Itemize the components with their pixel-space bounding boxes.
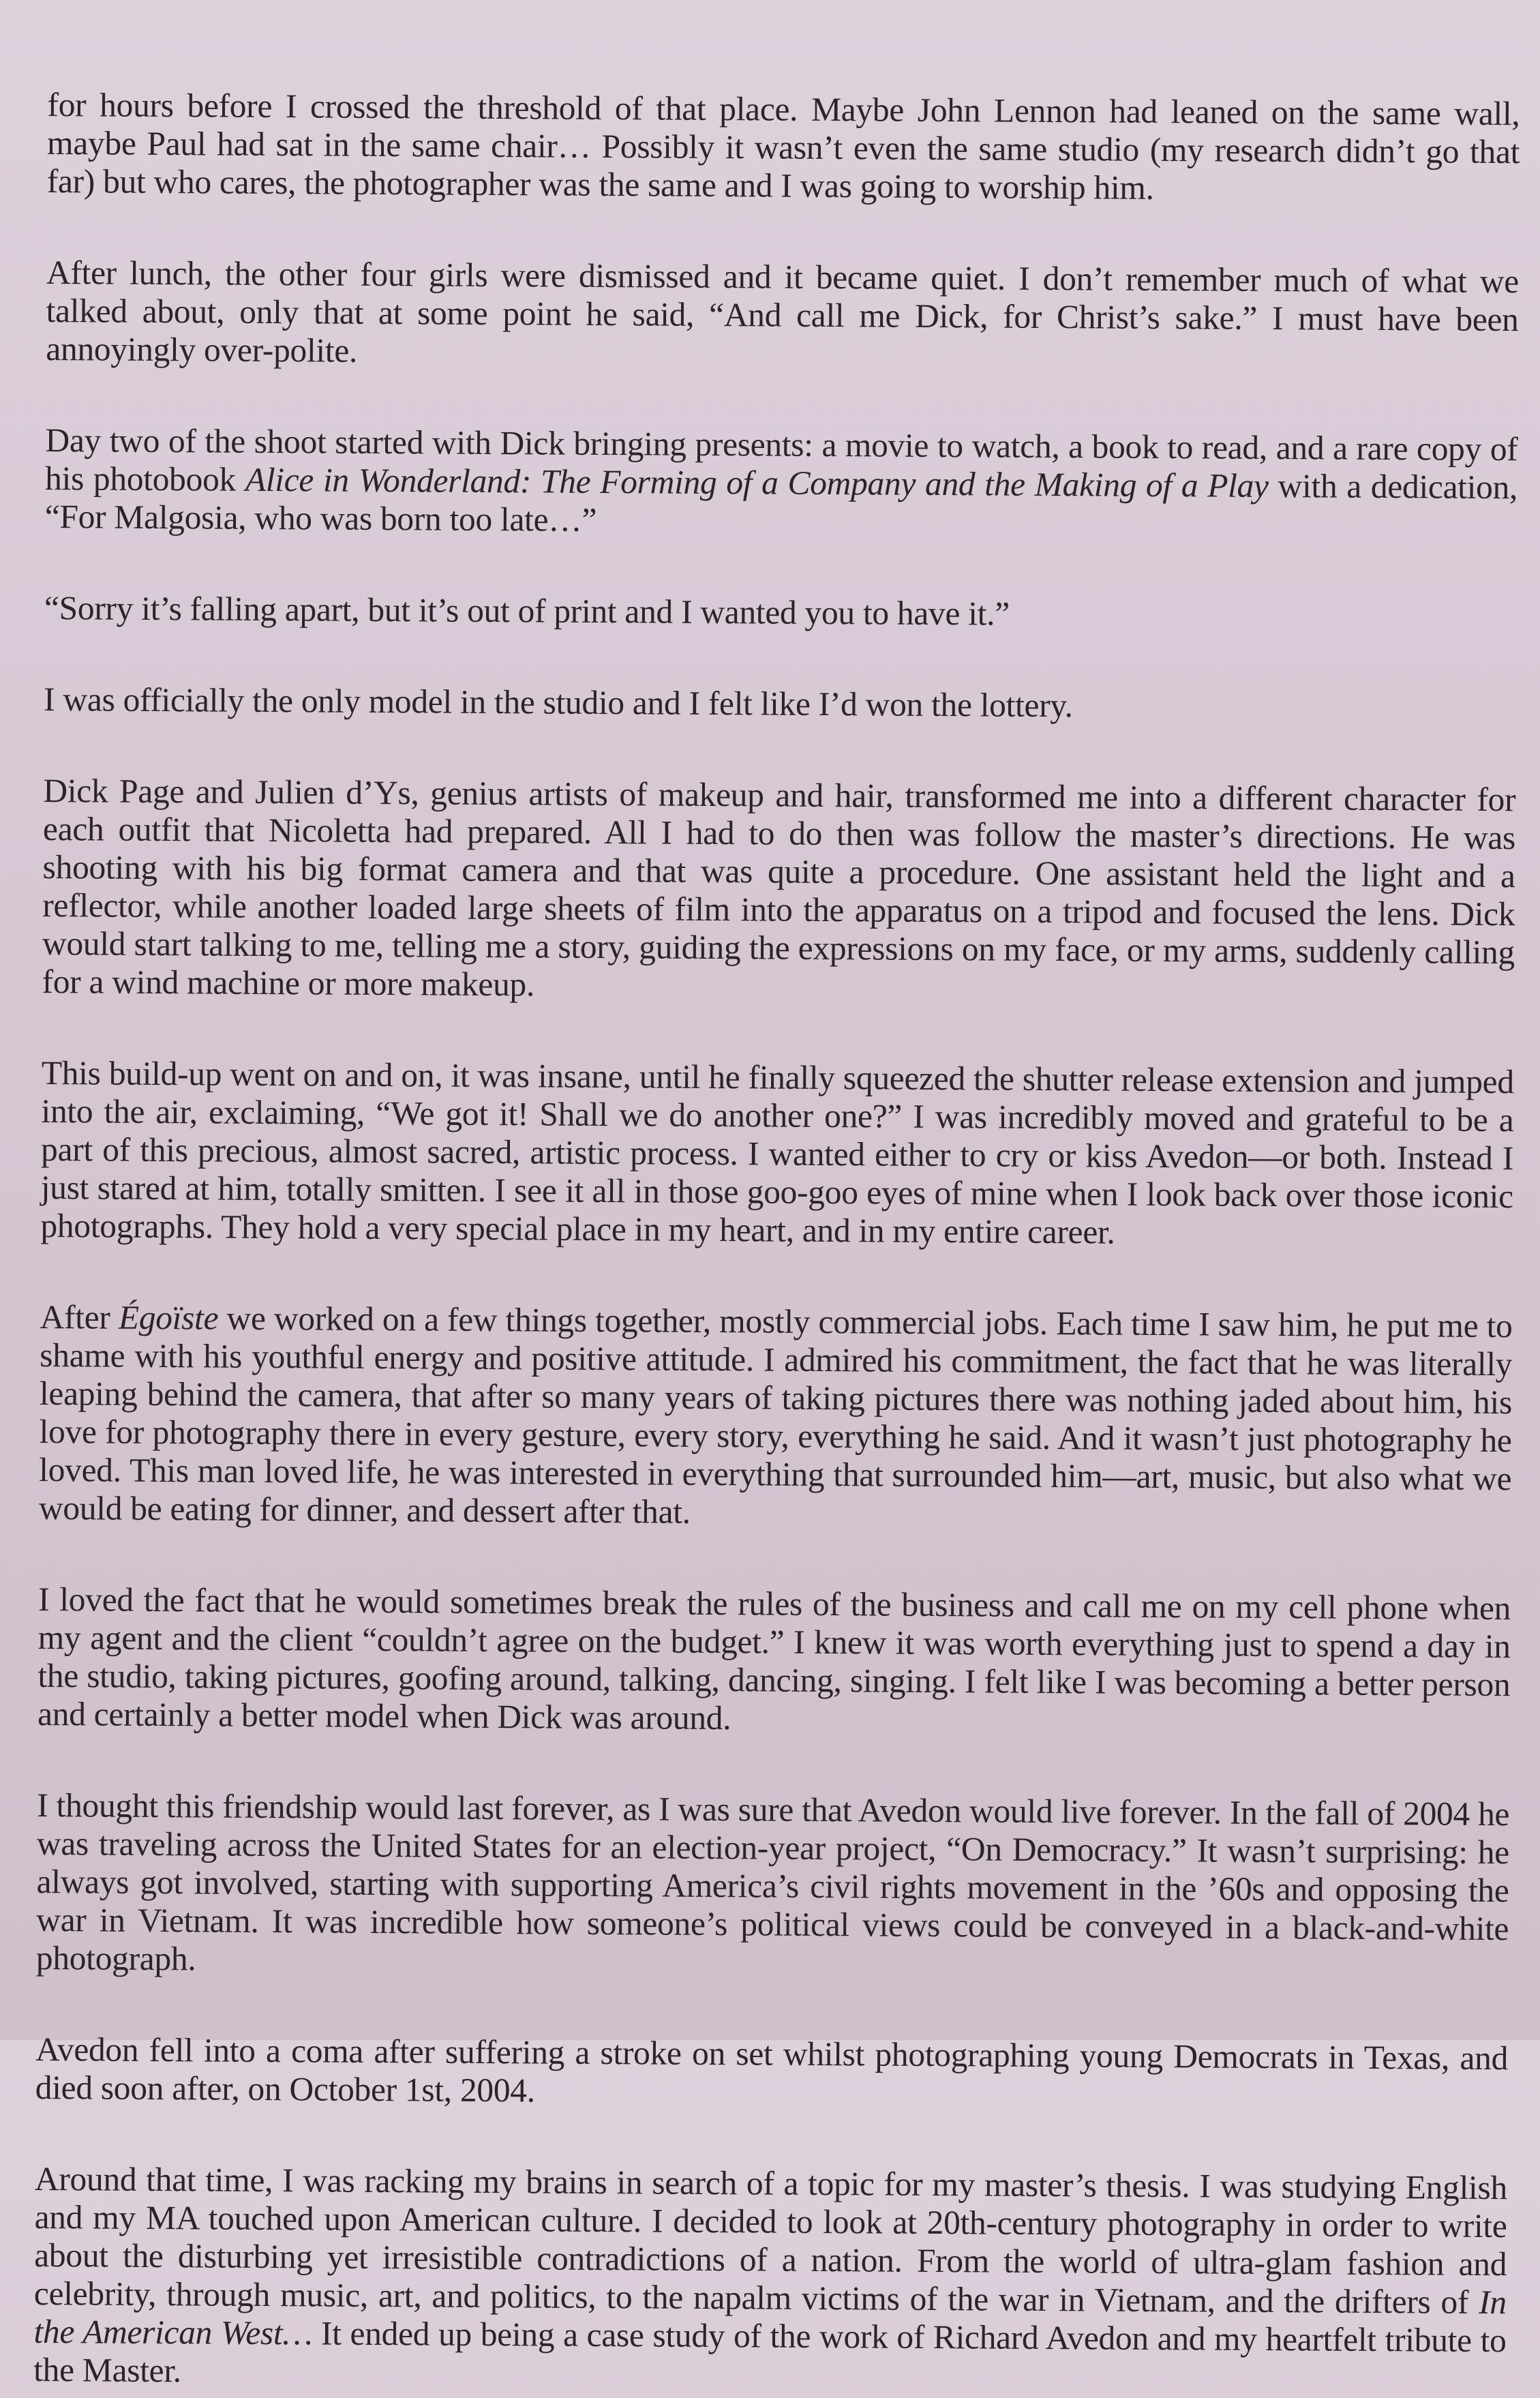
text-run: “Sorry it’s falling apart, but it’s out of print and I wanted you to have it.”: [44, 588, 1010, 633]
paragraph-11: [35, 1992, 1509, 2116]
paragraph-3: [45, 383, 1518, 545]
text-run: for hours before I crossed the threshold of that place. Maybe John Lennon had leaned on the same wall, maybe Paul had sat in the same chair… Possibly it wasn’t even the same studio (my research didn’t go that far) but who cares, the photographer was the same and I was going to worship him.: [46, 85, 1520, 207]
text-run: It ended up being a case study of the work of Richard Avedon and my heartfelt tribute to the Master.: [33, 2314, 1507, 2390]
text-run: This build-up went on and on, it was insane, until he finally squeezed the shutter release extension and jumped into the air, exclaiming, “We got it! Shall we do another one?” I was incredibly moved and grateful to be a part of this precious, almost sacred, artistic process. I wanted either to cry or kiss Avedon—or both. Instead I just stared at him, totally smitten. I see it all in those goo-goo eyes of mine when I look back over those iconic photographs. They hold a very special place in my heart, and in my entire career.: [40, 1053, 1514, 1251]
text-run: I thought this friendship would last forever, as I was sure that Avedon would live forever. In the fall of 2004 he was traveling across the United States for an election-year project, “On Democracy.” It wasn’t surprising: he always got involved, starting with supporting America’s civil rights movement in the ’60s and opposing the war in Vietnam. It was incredible how someone’s political views could be conveyed in a black-and-white photograph.: [35, 1786, 1510, 1978]
paragraph-4: [44, 551, 1518, 636]
paragraph-5: [44, 642, 1517, 728]
paragraph-2: [46, 215, 1519, 377]
paragraph-12: [33, 2122, 1507, 2398]
text-run: Day two of the shoot started with Dick bringing presents: a movie to watch, a book to read, and a rare copy of his photobook: [44, 421, 1518, 498]
paragraph-10: [36, 1748, 1510, 1986]
text-run: I loved the fact that he would sometimes break the rules of the business and call me on my cell phone when my agent and the client “couldn’t agree on the budget.” I knew it was worth everything just to spend a day in the studio, taking pictures, goofing around, talking, dancing, singing. I felt like I was becoming a better person and certainly a better model when Dick was around.: [37, 1580, 1511, 1737]
book-title-american-west: In the American West…: [33, 2283, 1507, 2352]
text-run: I was officially the only model in the studio and I felt like I’d won the lottery.: [43, 680, 1073, 725]
text-run: After lunch, the other four girls were dismissed and it became quiet. I don’t remember much of what we talked about, only that at some point he said, “And call me Dick, for Christ’s sake.” I must have been annoyingly over-polite.: [46, 253, 1520, 370]
text-run: with a dedication, “For Malgosia, who was born too late…”: [44, 466, 1518, 539]
paragraph-1: [47, 48, 1520, 209]
paragraph-6: [42, 734, 1515, 1010]
book-page: [33, 48, 1520, 2390]
book-title-alice: Alice in Wonderland: The Forming of a Company and the Making of a Play: [245, 460, 1269, 505]
paragraph-7: [40, 1016, 1514, 1254]
text-run: After: [40, 1298, 119, 1336]
text-run: Dick Page and Julien d’Ys, genius artists of makeup and hair, transformed me into a different character for each outfit that Nicoletta had prepared. All I had to do then was follow the master’s directions. He was shooting with his big format camera and that was quite a procedure. One assistant held the light and a reflector, while another loaded large sheets of film into the apparatus on a tripod and focused the lens. Dick would start talking to me, telling me a story, guiding the expressions on my face, or my arms, suddenly calling for a wind machine or more makeup.: [42, 771, 1516, 1004]
text-run: Around that time, I was racking my brains in search of a topic for my master’s thesis. I was studying English and my MA touched upon American culture. I decided to look at 20th-century photography in order to write about the disturbing yet irresistible contradictions of a nation. From the world of ultra-glam fashion and celebrity, through music, art, and politics, to the napalm victims of the war in Vietnam, and the drifters of: [33, 2159, 1508, 2321]
paragraph-9: [37, 1542, 1511, 1742]
text-run: Avedon fell into a coma after suffering a stroke on set whilst photographing young Democrats in Texas, and died soon after, on October 1st, 2004.: [35, 2030, 1509, 2110]
text-run: we worked on a few things together, mostly commercial jobs. Each time I saw him, he put me to shame with his youthful energy and positive attitude. I admired his commitment, the fact that he was literally leaping behind the camera, that after so many years of taking pictures there was nothing jaded about him, his love for photography there in every gesture, every story, everything he said. And it wasn’t just photography he loved. This man loved life, he was interested in everything that surrounded him—art, music, but also what we would be eating for dinner, and dessert after that.: [38, 1299, 1513, 1531]
paragraph-8: [39, 1260, 1513, 1536]
magazine-title-egoiste: Égoïste: [118, 1298, 219, 1337]
